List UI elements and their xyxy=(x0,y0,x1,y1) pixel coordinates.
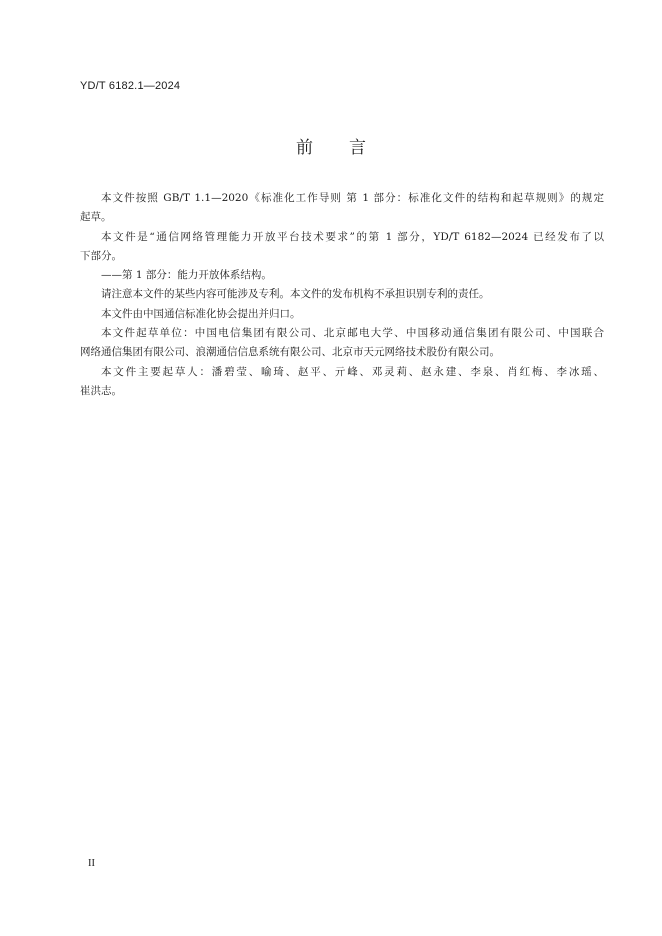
text-line: 下部分。 xyxy=(80,249,122,262)
page-title: 前言 xyxy=(296,138,402,158)
paragraph-patent-notice xyxy=(80,285,604,304)
paragraph-part-list xyxy=(80,266,604,285)
text-line: 崔洪志。 xyxy=(80,384,122,397)
paragraph-drafting-units xyxy=(80,324,604,363)
paragraph-series-part xyxy=(80,228,604,267)
text-line: 起草。 xyxy=(80,211,112,224)
text-line: ——第 1 部分：能力开放体系结构。 xyxy=(101,269,272,282)
text-line: 本文件是“通信网络管理能力开放平台技术要求”的第 1 部分，YD/T 6182—2024 已经发布了以 xyxy=(101,230,604,243)
text-line: 本文件按照 GB/T 1.1—2020《标准化工作导则 第 1 部分：标准化文件的结构和起草规则》的规定 xyxy=(101,192,604,204)
text-line: 本文件起草单位：中国电信集团有限公司、北京邮电大学、中国移动通信集团有限公司、中国联合 xyxy=(101,327,604,340)
text-line: 本文件主要起草人：潘碧莹、喻琦、赵平、亓峰、邓灵莉、赵永建、李泉、肖红梅、李冰瑶、 xyxy=(101,365,604,378)
paragraph-drafting-basis xyxy=(80,189,604,228)
document-body xyxy=(80,189,604,401)
text-line: 本文件由中国通信标准化协会提出并归口。 xyxy=(101,307,301,320)
page-number: II xyxy=(88,858,95,869)
document-code: YD/T 6182.1—2024 xyxy=(80,80,181,92)
faint-watermark xyxy=(150,906,510,920)
paragraph-drafters xyxy=(80,363,604,402)
text-line: 请注意本文件的某些内容可能涉及专利。本文件的发布机构不承担识别专利的责任。 xyxy=(101,288,490,301)
paragraph-proposer xyxy=(80,305,604,324)
text-line: 网络通信集团有限公司、浪潮通信信息系统有限公司、北京市天元网络技术股份有限公司。 xyxy=(80,346,500,359)
